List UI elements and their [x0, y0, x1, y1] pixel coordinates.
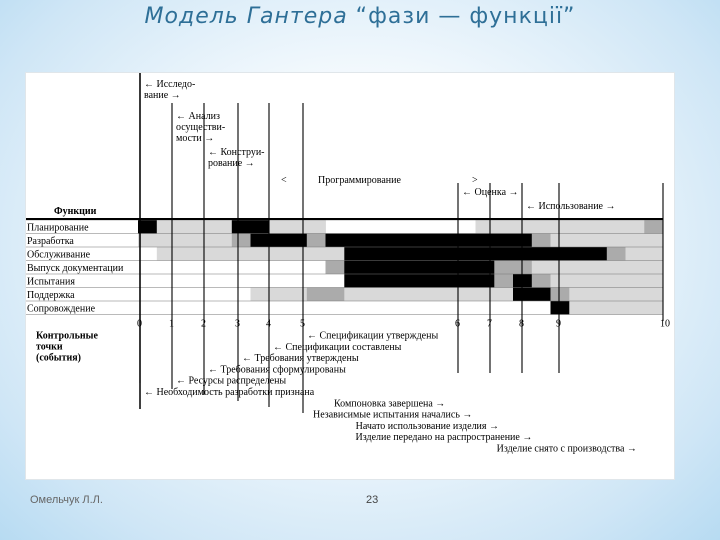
gantt-cell [644, 274, 663, 288]
gantt-cell [326, 261, 345, 275]
axis-tick-label: 10 [660, 318, 670, 330]
gantt-cell [138, 234, 157, 248]
event-label: ← Спецификации составлены [273, 341, 402, 353]
slide-title-rest: “фази — функції” [347, 4, 576, 29]
gantt-cell [307, 234, 326, 248]
gantt-cell [588, 220, 607, 234]
gantt-cell [419, 274, 438, 288]
gantt-cell [382, 247, 401, 261]
event-label: Начато использование изделия → [355, 420, 500, 432]
slide-title [0, 4, 720, 29]
phase-bracket-left: < [281, 175, 287, 186]
gantt-cell [551, 288, 570, 302]
gantt-cell [626, 288, 645, 302]
gantt-cell [494, 220, 513, 234]
gantt-diagram-panel [25, 72, 675, 480]
phase-label-feasibility: осуществи- [176, 122, 226, 133]
gantt-cell [344, 234, 363, 248]
gantt-cell [494, 288, 513, 302]
gantt-cell [232, 247, 251, 261]
gantt-cell [157, 247, 176, 261]
gantt-cell [251, 220, 270, 234]
gantt-cell [138, 220, 157, 234]
gantt-cell [476, 220, 495, 234]
gantt-cell [344, 261, 363, 275]
gantt-cell [232, 234, 251, 248]
gantt-cell [382, 288, 401, 302]
gantt-cell [494, 274, 513, 288]
gantt-cell [382, 261, 401, 275]
gantt-cell [644, 234, 663, 248]
gantt-cell [626, 234, 645, 248]
gantt-cell [344, 274, 363, 288]
gantt-cell [269, 234, 288, 248]
gantt-cell [419, 234, 438, 248]
gantt-cell [607, 274, 626, 288]
gantt-cell [532, 261, 551, 275]
gantt-cell [494, 261, 513, 275]
gantt-cell [532, 234, 551, 248]
gantt-cell [269, 220, 288, 234]
gantt-cell [213, 247, 232, 261]
gantt-cell [363, 247, 382, 261]
gantt-cell [551, 234, 570, 248]
gantt-cell [476, 288, 495, 302]
gantt-cell [644, 301, 663, 315]
gantt-cell [157, 220, 176, 234]
gantt-cell [588, 288, 607, 302]
gantt-cell [326, 234, 345, 248]
gantt-cell [382, 274, 401, 288]
function-label: Сопровождение [27, 303, 96, 315]
axis-tick-label: 7 [487, 318, 492, 330]
gantt-cell [438, 247, 457, 261]
gantt-cell [288, 234, 307, 248]
gantt-cell [607, 301, 626, 315]
axis-tick-label: 4 [266, 318, 271, 330]
gantt-cell [607, 288, 626, 302]
gantt-cell [251, 288, 270, 302]
axis-tick-label: 5 [300, 318, 305, 330]
gantt-cell [419, 247, 438, 261]
gantt-diagram [26, 73, 674, 479]
gantt-cell [457, 288, 476, 302]
event-label: ← Требования утверждены [242, 353, 359, 365]
gantt-cell [494, 234, 513, 248]
axis-tick-label: 8 [519, 318, 524, 330]
function-label: Разработка [27, 236, 74, 247]
gantt-cell [551, 247, 570, 261]
gantt-cell [532, 247, 551, 261]
page-number: 23 [366, 494, 379, 506]
gantt-cell [626, 220, 645, 234]
function-label: Испытания [27, 276, 75, 288]
gantt-cell [176, 234, 195, 248]
gantt-cell [457, 247, 476, 261]
gantt-cell [607, 220, 626, 234]
gantt-cell [569, 288, 588, 302]
gantt-cell [401, 274, 420, 288]
phase-label-research: ← Исследо- [144, 79, 196, 90]
gantt-cell [607, 247, 626, 261]
gantt-cell [213, 220, 232, 234]
event-label: Компоновка завершена → [334, 398, 446, 410]
gantt-cell [232, 220, 251, 234]
event-label: ← Ресурсы распределены [176, 375, 287, 387]
gantt-cell [569, 301, 588, 315]
gantt-cell [644, 288, 663, 302]
event-label: Изделие передано на распространение → [355, 432, 533, 444]
phase-label-research: вание → [144, 90, 181, 101]
axis-tick-label: 1 [169, 318, 174, 330]
gantt-cell [326, 247, 345, 261]
control-points-label: (события) [36, 352, 81, 364]
gantt-cell [476, 261, 495, 275]
gantt-cell [438, 274, 457, 288]
event-label: ← Спецификации утверждены [307, 330, 439, 342]
gantt-cell [269, 247, 288, 261]
gantt-cell [438, 288, 457, 302]
gantt-cell [644, 261, 663, 275]
phase-label-design: ← Конструи- [208, 147, 265, 158]
gantt-cell [438, 234, 457, 248]
gantt-cell [551, 274, 570, 288]
gantt-cell [288, 288, 307, 302]
gantt-cell [494, 247, 513, 261]
axis-tick-label: 9 [556, 318, 561, 330]
event-label: ← Необходимость разработки признана [144, 387, 315, 398]
gantt-cell [307, 288, 326, 302]
gantt-cell [644, 220, 663, 234]
axis-tick-label: 2 [201, 318, 206, 330]
gantt-cell [476, 247, 495, 261]
phase-label-evaluation: ← Оценка → [462, 187, 519, 198]
gantt-cell [457, 234, 476, 248]
control-points-label: Контрольные [36, 330, 98, 342]
gantt-cell [288, 220, 307, 234]
gantt-cell [401, 247, 420, 261]
gantt-cell [307, 247, 326, 261]
phase-label-usage: ← Использование → [526, 201, 616, 212]
gantt-cell [588, 247, 607, 261]
gantt-cell [419, 288, 438, 302]
gantt-cell [551, 220, 570, 234]
phase-label-design: рование → [208, 158, 255, 169]
function-label: Обслуживание [27, 249, 91, 261]
gantt-cell [401, 234, 420, 248]
gantt-cell [419, 261, 438, 275]
gantt-cell [532, 288, 551, 302]
gantt-cell [569, 261, 588, 275]
gantt-cell [288, 247, 307, 261]
gantt-cell [251, 247, 270, 261]
gantt-cell [157, 234, 176, 248]
phase-bracket-right: > [472, 175, 478, 186]
gantt-cell [644, 247, 663, 261]
gantt-cell [588, 301, 607, 315]
gantt-cell [532, 220, 551, 234]
gantt-cell [251, 234, 270, 248]
gantt-cell [569, 220, 588, 234]
gantt-cell [626, 274, 645, 288]
gantt-cell [307, 220, 326, 234]
gantt-cell [457, 261, 476, 275]
function-label: Поддержка [27, 290, 75, 301]
gantt-cell [551, 301, 570, 315]
gantt-cell [213, 234, 232, 248]
axis-tick-label: 0 [137, 318, 142, 330]
gantt-cell [588, 261, 607, 275]
phase-label-programming: Программирование [318, 175, 401, 186]
gantt-cell [363, 274, 382, 288]
axis-tick-label: 6 [455, 318, 460, 330]
gantt-cell [569, 247, 588, 261]
gantt-cell [363, 234, 382, 248]
axis-tick-label: 3 [235, 318, 240, 330]
event-label: ← Требования сформулированы [208, 364, 346, 376]
gantt-cell [476, 234, 495, 248]
gantt-cell [569, 274, 588, 288]
gantt-cell [363, 288, 382, 302]
event-label: Изделие снято с производства → [496, 443, 637, 455]
gantt-cell [457, 274, 476, 288]
gantt-cell [476, 274, 495, 288]
gantt-cell [363, 261, 382, 275]
gantt-cell [607, 261, 626, 275]
slide-title-italic: Модель Гантера [144, 4, 348, 29]
gantt-cell [176, 220, 195, 234]
gantt-cell [344, 247, 363, 261]
gantt-cell [326, 288, 345, 302]
gantt-cell [626, 261, 645, 275]
gantt-cell [401, 288, 420, 302]
author-name: Омельчук Л.Л. [30, 494, 103, 506]
gantt-cell [532, 274, 551, 288]
phase-label-feasibility: ← Анализ [176, 111, 220, 122]
gantt-cell [626, 247, 645, 261]
functions-header: Функции [54, 206, 97, 217]
gantt-cell [344, 288, 363, 302]
gantt-cell [569, 234, 588, 248]
control-points-label: точки [36, 341, 63, 353]
gantt-cell [551, 261, 570, 275]
gantt-cell [588, 274, 607, 288]
gantt-cell [607, 234, 626, 248]
gantt-cell [438, 261, 457, 275]
gantt-cell [382, 234, 401, 248]
gantt-cell [588, 234, 607, 248]
event-label: Независимые испытания начались → [313, 409, 473, 421]
gantt-cell [626, 301, 645, 315]
phase-label-feasibility: мости → [176, 133, 215, 144]
gantt-cell [269, 288, 288, 302]
gantt-cell [176, 247, 195, 261]
function-label: Планирование [27, 222, 89, 234]
gantt-cell [401, 261, 420, 275]
function-label: Выпуск документации [27, 263, 124, 274]
